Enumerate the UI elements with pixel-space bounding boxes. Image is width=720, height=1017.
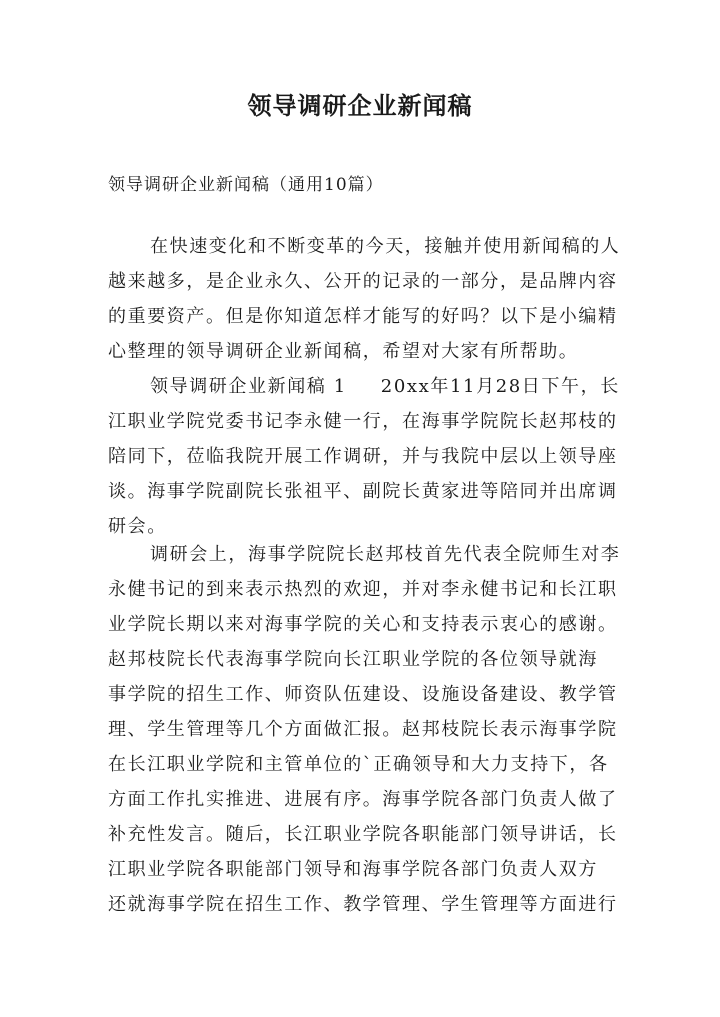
paragraph-article-1 bbox=[108, 369, 628, 544]
paragraph-intro bbox=[108, 229, 628, 369]
text-line bbox=[108, 369, 628, 404]
text-line: 业学院长期以来对海事学院的关心和支持表示衷心的感谢。 bbox=[108, 614, 618, 635]
text-line: 江职业学院党委书记李永健一行，在海事学院院长赵邦枝的 bbox=[108, 411, 618, 432]
text-line: 补充性发言。随后，长江职业学院各职能部门领导讲话，长 bbox=[108, 824, 618, 845]
article-heading: 领导调研企业新闻稿 1 bbox=[150, 376, 347, 397]
text-line: 赵邦枝院长代表海事学院向长江职业学院的各位领导就海 bbox=[108, 649, 598, 670]
text-line: 方面工作扎实推进、进展有序。海事学院各部门负责人做了 bbox=[108, 789, 618, 810]
text-line: 在长江职业学院和主管单位的`正确领导和大力支持下，各 bbox=[108, 754, 609, 775]
document-subtitle: 领导调研企业新闻稿（通用10篇） bbox=[108, 175, 384, 195]
text-line: 谈。海事学院副院长张祖平、副院长黄家进等陪同并出席调 bbox=[108, 481, 618, 502]
text-line: 江职业学院各职能部门领导和海事学院各部门负责人双方 bbox=[108, 859, 598, 880]
text-line: 还就海事学院在招生工作、教学管理、学生管理等方面进行 bbox=[108, 894, 618, 915]
text-line: 理、学生管理等几个方面做汇报。赵邦枝院长表示海事学院 bbox=[108, 719, 618, 740]
text-line: 陪同下，莅临我院开展工作调研，并与我院中层以上领导座 bbox=[108, 446, 618, 467]
text-line: 的重要资产。但是你知道怎样才能写的好吗？以下是小编精 bbox=[108, 306, 618, 327]
paragraph-meeting bbox=[108, 537, 628, 922]
text-line: 心整理的领导调研企业新闻稿，希望对大家有所帮助。 bbox=[108, 341, 579, 362]
article-dateline: 20xx年11月28日下午，长 bbox=[380, 376, 620, 397]
text-line: 越来越多，是企业永久、公开的记录的一部分，是品牌内容 bbox=[108, 271, 618, 292]
text-line: 永健书记的到来表示热烈的欢迎，并对李永健书记和长江职 bbox=[108, 579, 618, 600]
text-line: 研会。 bbox=[108, 516, 167, 537]
text-line: 调研会上，海事学院院长赵邦枝首先代表全院师生对李 bbox=[150, 544, 621, 565]
document-title: 领导调研企业新闻稿 bbox=[247, 91, 473, 120]
text-line: 在快速变化和不断变革的今天，接触并使用新闻稿的人 bbox=[150, 236, 621, 257]
text-line: 事学院的招生工作、师资队伍建设、设施设备建设、教学管 bbox=[108, 684, 618, 705]
